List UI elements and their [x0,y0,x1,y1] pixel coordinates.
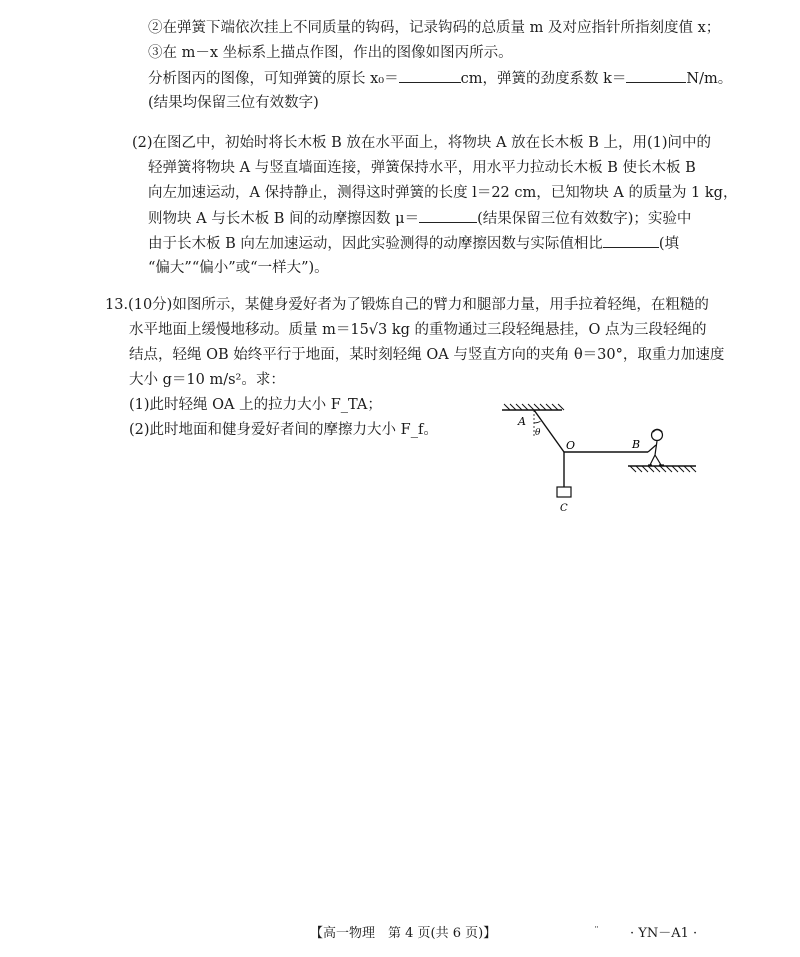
label-theta: θ [535,428,541,438]
label-O: O [566,439,576,452]
person-figure [648,430,664,466]
q13-figure [498,403,698,518]
q12-step2: ②在弹簧下端依次挂上不同质量的钩码，记录钩码的总质量 m 及对应指针所指刻度值 x； [148,20,721,36]
q13-line4: 大小 g＝10 m/s²。求： [129,372,285,388]
q12-note: (结果均保留三位有效数字) [148,95,319,111]
blank-compare [603,233,659,248]
label-A: A [518,415,526,428]
blank-k [626,68,686,83]
label-C: C [560,503,568,514]
q12-p2-line6: “偏大”“偏小”或“一样大”)。 [148,260,329,276]
q12-analysis-c: N/m。 [686,71,733,87]
q12-step3: ③在 m－x 坐标系上描点作图，作出的图像如图丙所示。 [148,45,513,61]
q12-analysis [148,68,732,89]
q12-p2-line2: 轻弹簧将物块 A 与竖直墙面连接，弹簧保持水平，用水平力拉动长木板 B 使长木板 B [148,160,696,176]
q12-p2-line5 [148,233,679,254]
q12-p2-line3: 向左加速运动，A 保持静止，测得这时弹簧的长度 l＝22 cm，已知物块 A 的质量为 1 kg， [148,185,738,201]
q13-sub1: (1)此时轻绳 OA 上的拉力大小 F_TA； [129,397,382,413]
q13-line2: 水平地面上缓慢地移动。质量 m＝15√3 kg 的重物通过三段轻绳悬挂，O 点为三段轻绳的 [129,322,707,338]
q12-p2-line4a: 则物块 A 与长木板 B 间的动摩擦因数 μ＝ [148,211,420,227]
q13-line1: 13.(10分)如图所示，某健身爱好者为了锻炼自己的臂力和腿部力量，用手拉着轻绳，在粗糙的 [105,297,709,313]
q12-p2-line4 [148,208,691,229]
q12-p2-line5b: (填 [658,236,680,252]
q12-p2-line4b: (结果保留三位有效数字)；实验中 [477,211,692,227]
q13-sub2: (2)此时地面和健身爱好者间的摩擦力大小 F_f。 [129,422,438,438]
page-footer: 【高一物理 第 4 页(共 6 页)】 [310,926,497,941]
q12-analysis-b: cm，弹簧的劲度系数 k＝ [460,71,627,87]
blank-mu [419,208,477,223]
footer-mark: ¨ [594,926,599,937]
q13-line3: 结点，轻绳 OB 始终平行于地面，某时刻轻绳 OA 与竖直方向的夹角 θ＝30°，取重力加速度 [129,347,725,363]
blank-x0 [399,68,461,83]
q12-p2-line1: (2)在图乙中，初始时将长木板 B 放在水平面上，将物块 A 放在长木板 B 上，用(1)问中的 [132,135,712,151]
q12-p2-line5a: 由于长木板 B 向左加速运动，因此实验测得的动摩擦因数与实际值相比 [148,236,603,252]
label-B: B [632,438,641,451]
exam-code: · YN－A1 · [630,926,698,941]
q12-analysis-a: 分析图丙的图像，可知弹簧的原长 x₀＝ [148,71,399,87]
